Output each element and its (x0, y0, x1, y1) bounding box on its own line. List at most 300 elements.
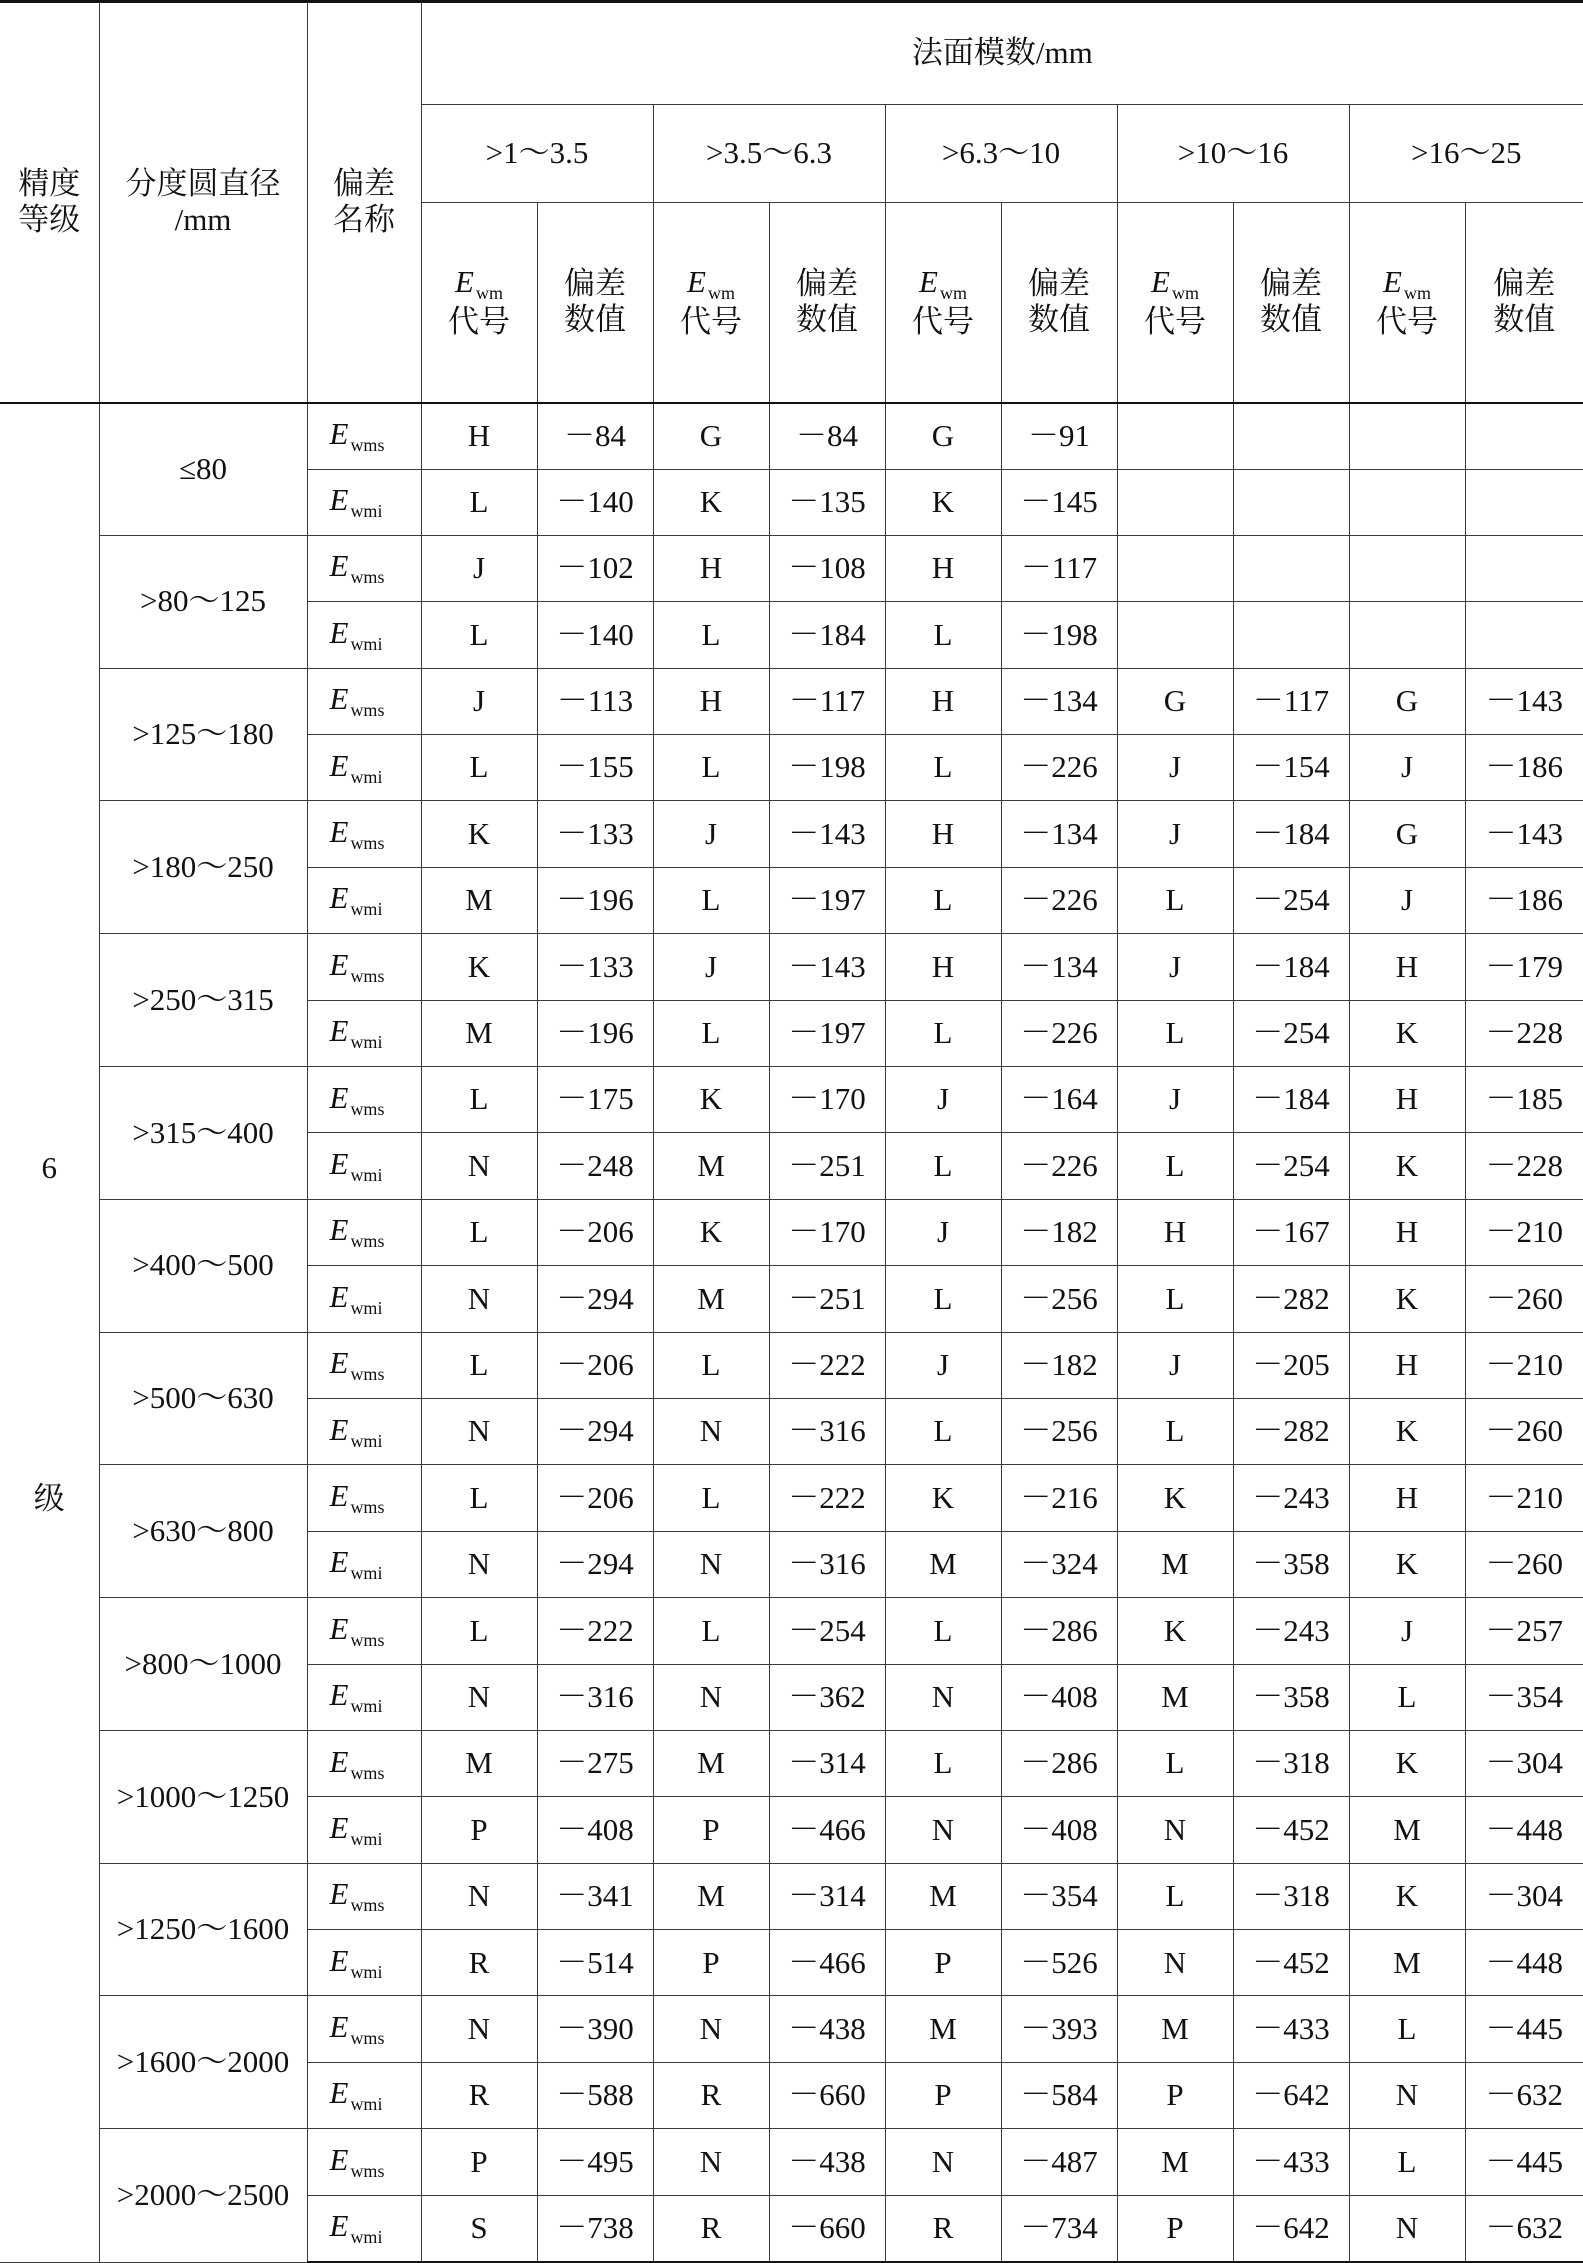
deviation-name-symbol: E (329, 548, 349, 584)
deviation-name-symbol-subscript: wms (350, 1098, 385, 1119)
deviation-value-cell: －341 (537, 1863, 653, 1929)
deviation-value-cell: －167 (1233, 1199, 1349, 1265)
deviation-code-cell: K (885, 469, 1001, 535)
deviation-code-cell (1117, 535, 1233, 601)
diameter-range-cell: >315～400 (99, 1067, 307, 1200)
header-code (885, 202, 1001, 403)
deviation-code-cell: R (653, 2062, 769, 2128)
deviation-code-cell: M (421, 1730, 537, 1796)
deviation-value-cell: －390 (537, 1996, 653, 2062)
deviation-name-cell (307, 1531, 421, 1597)
deviation-code-cell (1349, 469, 1465, 535)
deviation-code-cell: J (1117, 934, 1233, 1000)
deviation-value-cell: －282 (1233, 1398, 1349, 1464)
deviation-value-cell: －206 (537, 1465, 653, 1531)
deviation-value-cell: －588 (537, 2062, 653, 2128)
deviation-code-cell: N (885, 1797, 1001, 1863)
deviation-code-cell: L (1117, 1863, 1233, 1929)
header-code-symbol (1118, 264, 1233, 304)
deviation-value-cell: －495 (537, 2129, 653, 2195)
header-value (537, 202, 653, 403)
header-grade-line: 等级 (18, 202, 81, 238)
deviation-name-symbol: E (329, 2075, 349, 2111)
deviation-name-cell (307, 735, 421, 801)
table-row (0, 1730, 1583, 1796)
deviation-value-cell: －184 (1233, 934, 1349, 1000)
deviation-code-cell: L (885, 1598, 1001, 1664)
deviation-name-symbol-subscript: wmi (350, 1297, 383, 1318)
header-value (1465, 202, 1583, 403)
deviation-code-cell: L (421, 1067, 537, 1133)
header-code-line: 代号 (448, 303, 510, 339)
deviation-code-cell: J (1117, 735, 1233, 801)
deviation-value-cell: －154 (1233, 735, 1349, 801)
deviation-code-cell: N (653, 1996, 769, 2062)
deviation-code-cell: L (421, 602, 537, 668)
deviation-value-cell: －117 (769, 668, 885, 734)
deviation-value-cell: －438 (769, 1996, 885, 2062)
deviation-name-symbol-subscript: wmi (350, 1696, 383, 1717)
header-value-line: 数值 (1493, 302, 1556, 338)
deviation-code-cell (1117, 602, 1233, 668)
deviation-value-cell: －632 (1465, 2062, 1583, 2128)
diameter-range-cell: >400～500 (99, 1199, 307, 1332)
deviation-name-symbol-subscript: wmi (350, 766, 383, 787)
deviation-code-cell: K (1117, 1465, 1233, 1531)
deviation-code-cell: M (653, 1266, 769, 1332)
deviation-name-symbol-subscript: wmi (350, 1430, 383, 1451)
deviation-value-cell: －408 (1001, 1797, 1117, 1863)
deviation-value-cell: －438 (769, 2129, 885, 2195)
header-value-line: 偏差 (1260, 265, 1322, 301)
deviation-value-cell: －642 (1233, 2062, 1349, 2128)
deviation-code-cell: N (421, 1266, 537, 1332)
deviation-value-cell: －226 (1001, 735, 1117, 801)
deviation-value-cell: －514 (537, 1930, 653, 1996)
deviation-value-cell: －210 (1465, 1199, 1583, 1265)
deviation-code-cell: L (421, 1332, 537, 1398)
deviation-name-symbol: E (329, 614, 349, 650)
deviation-value-cell: －170 (769, 1067, 885, 1133)
deviation-code-cell: P (1117, 2062, 1233, 2128)
deviation-value-cell: －738 (537, 2195, 653, 2262)
header-module-range: >16～25 (1349, 104, 1583, 202)
table-row (0, 535, 1583, 601)
deviation-name-cell (307, 1996, 421, 2062)
deviation-value-cell: －206 (537, 1332, 653, 1398)
deviation-value-cell (1465, 602, 1583, 668)
deviation-code-cell: L (885, 602, 1001, 668)
deviation-value-cell: －226 (1001, 867, 1117, 933)
deviation-code-cell: L (653, 735, 769, 801)
deviation-code-cell (1117, 469, 1233, 535)
diameter-range-cell: >630～800 (99, 1465, 307, 1598)
deviation-code-cell: K (421, 801, 537, 867)
deviation-code-cell: N (1117, 1930, 1233, 1996)
deviation-code-cell: M (1117, 1996, 1233, 2062)
deviation-code-cell: N (653, 1531, 769, 1597)
deviation-code-cell: J (1349, 867, 1465, 933)
header-code-symbol (1350, 264, 1465, 304)
deviation-value-cell: －254 (769, 1598, 885, 1664)
deviation-name-cell (307, 934, 421, 1000)
diameter-range-cell: >1600～2000 (99, 1996, 307, 2129)
deviation-name-symbol-subscript: wmi (350, 1032, 383, 1053)
deviation-code-cell: L (653, 1465, 769, 1531)
header-value-line: 数值 (796, 302, 858, 338)
deviation-name-symbol-subscript: wms (350, 1496, 385, 1517)
deviation-value-cell: －358 (1233, 1531, 1349, 1597)
deviation-name-symbol-subscript: wmi (350, 2227, 383, 2248)
deviation-name-symbol: E (329, 1013, 349, 1049)
deviation-code-cell (1117, 403, 1233, 469)
diameter-range-cell: >800～1000 (99, 1598, 307, 1731)
table-row (0, 2129, 1583, 2195)
deviation-value-cell (1465, 403, 1583, 469)
deviation-name-cell (307, 1398, 421, 1464)
deviation-name-cell (307, 1465, 421, 1531)
header-value-line: 偏差 (1493, 265, 1556, 301)
diameter-range-cell: ≤80 (99, 403, 307, 536)
deviation-code-cell: L (653, 1598, 769, 1664)
deviation-value-cell: －198 (1001, 602, 1117, 668)
deviation-value-cell: －145 (1001, 469, 1117, 535)
deviation-code-cell: H (1349, 1067, 1465, 1133)
deviation-name-symbol: E (329, 1809, 349, 1845)
deviation-value-cell: －134 (1001, 934, 1117, 1000)
deviation-value-cell: －358 (1233, 1664, 1349, 1730)
header-diameter-line: 分度圆直径 (125, 165, 281, 201)
deviation-code-cell (1349, 403, 1465, 469)
deviation-value-cell: －134 (1001, 668, 1117, 734)
deviation-name-cell (307, 1930, 421, 1996)
deviation-value-cell: －318 (1233, 1730, 1349, 1796)
diameter-range-cell: >80～125 (99, 535, 307, 668)
deviation-code-cell: K (1117, 1598, 1233, 1664)
header-module-title: 法面模数/mm (421, 2, 1583, 105)
deviation-name-cell (307, 1199, 421, 1265)
deviation-value-cell: －257 (1465, 1598, 1583, 1664)
deviation-code-cell: J (653, 934, 769, 1000)
deviation-code-cell: L (1117, 1000, 1233, 1066)
deviation-value-cell: －184 (1233, 801, 1349, 867)
grade-cell (0, 403, 99, 2262)
deviation-name-cell (307, 1067, 421, 1133)
deviation-name-symbol-subscript: wms (350, 1231, 385, 1252)
deviation-value-cell (1233, 535, 1349, 601)
deviation-value-cell: －196 (537, 867, 653, 933)
deviation-code-cell: J (1117, 801, 1233, 867)
deviation-value-cell: －179 (1465, 934, 1583, 1000)
header-code-symbol (886, 264, 1001, 304)
ewm-symbol-subscript: wm (1403, 282, 1431, 303)
deviation-code-cell: L (885, 867, 1001, 933)
deviation-name-symbol-subscript: wmi (350, 1961, 383, 1982)
deviation-value-cell: －135 (769, 469, 885, 535)
deviation-code-cell: J (653, 801, 769, 867)
deviation-code-cell: N (421, 1863, 537, 1929)
deviation-code-cell: L (1349, 2129, 1465, 2195)
deviation-value-cell: －186 (1465, 735, 1583, 801)
deviation-value-cell: －226 (1001, 1000, 1117, 1066)
deviation-value-cell: －260 (1465, 1398, 1583, 1464)
deviation-name-cell (307, 801, 421, 867)
deviation-code-cell: H (1349, 1465, 1465, 1531)
deviation-value-cell: －275 (537, 1730, 653, 1796)
header-deviation-name (307, 2, 421, 403)
deviation-value-cell: －155 (537, 735, 653, 801)
deviation-name-symbol-subscript: wmi (350, 501, 383, 522)
deviation-code-cell: L (653, 1000, 769, 1066)
deviation-value-cell: －584 (1001, 2062, 1117, 2128)
deviation-name-symbol: E (329, 681, 349, 717)
header-code (1117, 202, 1233, 403)
table-row (0, 1199, 1583, 1265)
deviation-code-cell: K (421, 934, 537, 1000)
deviation-code-cell: J (885, 1332, 1001, 1398)
deviation-code-cell: N (653, 2129, 769, 2195)
deviation-code-cell: M (885, 1863, 1001, 1929)
ewm-symbol: E (687, 263, 706, 299)
header-code (653, 202, 769, 403)
table-row (0, 1465, 1583, 1531)
deviation-value-cell: －314 (769, 1730, 885, 1796)
deviation-value-cell: －113 (537, 668, 653, 734)
header-value-line: 数值 (564, 302, 626, 338)
deviation-code-cell: M (885, 1531, 1001, 1597)
deviation-value-cell: －91 (1001, 403, 1117, 469)
deviation-value-cell: －243 (1233, 1598, 1349, 1664)
deviation-name-symbol: E (329, 814, 349, 850)
deviation-code-cell (1349, 535, 1465, 601)
deviation-name-symbol-subscript: wmi (350, 1828, 383, 1849)
header-value (769, 202, 885, 403)
deviation-value-cell (1233, 602, 1349, 668)
deviation-code-cell: H (1349, 934, 1465, 1000)
deviation-value-cell: －222 (537, 1598, 653, 1664)
deviation-name-symbol: E (329, 1145, 349, 1181)
header-diameter-line: /mm (174, 202, 232, 238)
deviation-code-cell: M (421, 1000, 537, 1066)
deviation-code-cell: P (421, 2129, 537, 2195)
deviation-name-cell (307, 2195, 421, 2262)
deviation-code-cell: H (885, 934, 1001, 1000)
table-row (0, 1332, 1583, 1398)
deviation-value-cell: －354 (1001, 1863, 1117, 1929)
header-diameter (99, 2, 307, 403)
header-module-range: >10～16 (1117, 104, 1349, 202)
deviation-code-cell: L (885, 1133, 1001, 1199)
deviation-value-cell: －143 (769, 801, 885, 867)
deviation-code-cell: M (1349, 1930, 1465, 1996)
deviation-code-cell: L (1117, 1133, 1233, 1199)
deviation-code-cell: L (1117, 1730, 1233, 1796)
deviation-code-cell: J (1349, 1598, 1465, 1664)
diameter-range-cell: >250～315 (99, 934, 307, 1067)
header-value-line: 数值 (1260, 302, 1322, 338)
deviation-code-cell: N (1117, 1797, 1233, 1863)
deviation-name-cell (307, 1000, 421, 1066)
header-code (1349, 202, 1465, 403)
table-row (0, 1067, 1583, 1133)
deviation-value-cell: －243 (1233, 1465, 1349, 1531)
deviation-name-symbol-subscript: wms (350, 2160, 385, 2181)
deviation-name-symbol-subscript: wms (350, 2028, 385, 2049)
deviation-value-cell (1233, 403, 1349, 469)
deviation-code-cell: G (1117, 668, 1233, 734)
deviation-value-cell: －206 (537, 1199, 653, 1265)
diameter-range-cell: >180～250 (99, 801, 307, 934)
deviation-value-cell: －256 (1001, 1266, 1117, 1332)
deviation-value-cell: －254 (1233, 1000, 1349, 1066)
deviation-name-symbol: E (329, 1677, 349, 1713)
deviation-code-cell: K (1349, 1266, 1465, 1332)
header-grade (0, 2, 99, 403)
deviation-value-cell: －408 (537, 1797, 653, 1863)
deviation-name-cell (307, 469, 421, 535)
deviation-value-cell (1233, 469, 1349, 535)
deviation-value-cell: －294 (537, 1398, 653, 1464)
deviation-value-cell: －393 (1001, 1996, 1117, 2062)
deviation-value-cell: －164 (1001, 1067, 1117, 1133)
diameter-range-cell: >125～180 (99, 668, 307, 801)
deviation-code-cell: L (421, 1598, 537, 1664)
deviation-code-cell: H (885, 535, 1001, 601)
diameter-range-cell: >500～630 (99, 1332, 307, 1465)
deviation-name-symbol: E (329, 1876, 349, 1912)
deviation-value-cell: －294 (537, 1266, 653, 1332)
deviation-name-cell (307, 668, 421, 734)
deviation-value-cell: －318 (1233, 1863, 1349, 1929)
deviation-name-cell (307, 1332, 421, 1398)
deviation-code-cell: L (1117, 1266, 1233, 1332)
header-value (1001, 202, 1117, 403)
deviation-code-cell: K (1349, 1133, 1465, 1199)
header-module-range: >6.3～10 (885, 104, 1117, 202)
deviation-code-cell: G (1349, 801, 1465, 867)
deviation-name-symbol-subscript: wms (350, 1762, 385, 1783)
deviation-code-cell: N (653, 1664, 769, 1730)
deviation-code-cell: P (653, 1930, 769, 1996)
header-module-range: >1～3.5 (421, 104, 653, 202)
table-row (0, 1996, 1583, 2062)
deviation-code-cell: L (421, 469, 537, 535)
deviation-code-cell: M (1117, 1664, 1233, 1730)
deviation-code-cell: L (1117, 1398, 1233, 1464)
deviation-value-cell: －466 (769, 1930, 885, 1996)
deviation-name-symbol: E (329, 1942, 349, 1978)
deviation-code-cell: J (885, 1067, 1001, 1133)
deviation-value-cell: －182 (1001, 1199, 1117, 1265)
deviation-code-cell: G (653, 403, 769, 469)
header-code-line: 代号 (1376, 303, 1438, 339)
deviation-name-symbol: E (329, 1079, 349, 1115)
deviation-code-cell: H (653, 535, 769, 601)
deviation-value-cell (1465, 469, 1583, 535)
ewm-symbol-subscript: wm (1171, 282, 1199, 303)
deviation-code-cell: N (885, 1664, 1001, 1730)
deviation-name-symbol-subscript: wmi (350, 899, 383, 920)
header-value-line: 偏差 (1028, 265, 1090, 301)
deviation-code-cell: J (421, 535, 537, 601)
deviation-code-cell: P (885, 2062, 1001, 2128)
deviation-code-cell: M (653, 1863, 769, 1929)
deviation-name-symbol: E (329, 946, 349, 982)
deviation-code-cell: R (885, 2195, 1001, 2262)
table-row (0, 403, 1583, 469)
deviation-code-cell: M (421, 867, 537, 933)
deviation-code-cell: L (421, 1465, 537, 1531)
deviation-value-cell: －102 (537, 535, 653, 601)
deviation-code-cell: J (1349, 735, 1465, 801)
deviation-value-cell: －260 (1465, 1266, 1583, 1332)
deviation-value-cell: －316 (537, 1664, 653, 1730)
deviation-value-cell: －228 (1465, 1000, 1583, 1066)
deviation-value-cell: －184 (1233, 1067, 1349, 1133)
deviation-name-cell (307, 1863, 421, 1929)
ewm-symbol-subscript: wm (939, 282, 967, 303)
deviation-name-cell (307, 867, 421, 933)
deviation-name-symbol-subscript: wms (350, 1895, 385, 1916)
deviation-value-cell: －282 (1233, 1266, 1349, 1332)
deviation-value-cell: －198 (769, 735, 885, 801)
deviation-value-cell: －108 (769, 535, 885, 601)
deviation-name-symbol-subscript: wms (350, 434, 385, 455)
deviation-name-symbol: E (329, 482, 349, 518)
header-deviation-name-line: 名称 (333, 202, 395, 238)
deviation-name-symbol: E (329, 2141, 349, 2177)
deviation-name-symbol: E (329, 1345, 349, 1381)
deviation-code-cell: P (885, 1930, 1001, 1996)
deviation-value-cell: －433 (1233, 1996, 1349, 2062)
deviation-value-cell: －448 (1465, 1930, 1583, 1996)
deviation-code-cell: L (653, 602, 769, 668)
deviation-code-cell: H (1117, 1199, 1233, 1265)
deviation-value-cell: －186 (1465, 867, 1583, 933)
deviation-value-cell: －140 (537, 469, 653, 535)
deviation-code-cell: K (653, 1067, 769, 1133)
deviation-value-cell: －222 (769, 1332, 885, 1398)
deviation-name-symbol: E (329, 2208, 349, 2244)
table-row (0, 801, 1583, 867)
deviation-value-cell: －452 (1233, 1797, 1349, 1863)
deviation-code-cell: K (1349, 1398, 1465, 1464)
deviation-code-cell: N (1349, 2195, 1465, 2262)
deviation-name-symbol-subscript: wms (350, 965, 385, 986)
deviation-value-cell: －170 (769, 1199, 885, 1265)
table-row (0, 934, 1583, 1000)
deviation-code-cell: N (421, 1996, 537, 2062)
deviation-name-symbol: E (329, 747, 349, 783)
deviation-code-cell: L (885, 1730, 1001, 1796)
deviation-code-cell (1349, 602, 1465, 668)
deviation-value-cell: －84 (537, 403, 653, 469)
deviation-code-cell: H (885, 668, 1001, 734)
deviation-code-cell: N (885, 2129, 1001, 2195)
header-value-line: 数值 (1028, 302, 1090, 338)
deviation-value-cell: －182 (1001, 1332, 1117, 1398)
deviation-value-cell: －304 (1465, 1863, 1583, 1929)
deviation-name-symbol: E (329, 1411, 349, 1447)
deviation-name-symbol-subscript: wmi (350, 1164, 383, 1185)
deviation-code-cell: H (1349, 1332, 1465, 1398)
deviation-name-cell (307, 403, 421, 469)
deviation-value-cell: －445 (1465, 2129, 1583, 2195)
deviation-value-cell: －197 (769, 1000, 885, 1066)
deviation-code-cell: M (1117, 1531, 1233, 1597)
header-code (421, 202, 537, 403)
deviation-value-cell: －140 (537, 602, 653, 668)
